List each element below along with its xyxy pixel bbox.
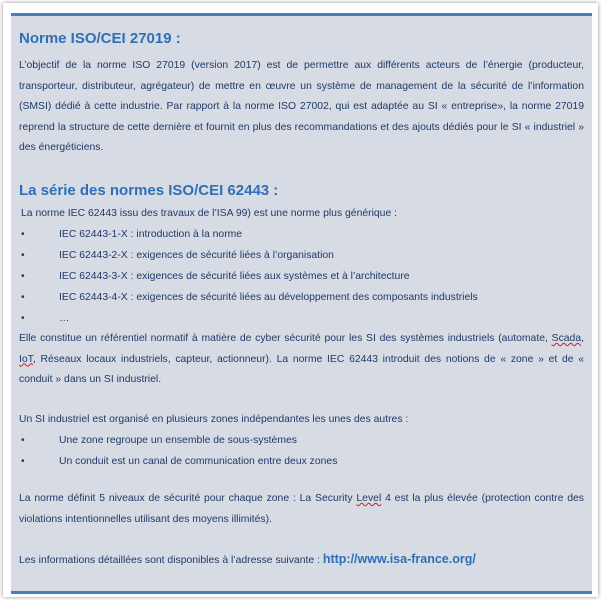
list-item: • IEC 62443-4-X : exigences de sécurité liées au développement des composants industriels <box>19 287 584 308</box>
bullet-icon: • <box>21 313 25 324</box>
intro-iec62443: La norme IEC 62443 issu des travaux de l’ISA 99) est une norme plus générique : <box>21 207 398 219</box>
paragraph-iso27019: L’objectif de la norme ISO 27019 (version 2017) est de permettre aux différents acteurs de l’énergie (producteur, transporteur, distributeur, agrégateur) de mettre en œuvre un système de management de la sécurité de l’information (SMSI) dédié à cette industrie. Par rapport à la norme ISO 27002, qui est adaptée au SI « entreprise», la norme 27019 reprend la structure de cette dernière et fournit en plus des recommandations et des ajouts dédiés pour le SI « industriel » des énergéticiens. <box>19 60 584 153</box>
spellcheck-word: Level <box>356 493 382 504</box>
document-body <box>19 29 584 572</box>
paragraph-iec62443: Elle constitue un référentiel normatif à matière de cyber sécurité pour les SI des systèmes industriels (automate, Scada, IoT, Réseaux locaux industriels, capteur, actionneur). La norme IEC 62443 introduit des notions de « zone » et de « conduit » dans un SI industriel. <box>19 333 584 385</box>
section-title-iso27019: Norme ISO/CEI 27019 : <box>19 30 181 47</box>
section-title-iec62443: La série des normes ISO/CEI 62443 : <box>19 181 279 199</box>
zones-list <box>19 430 584 472</box>
bullet-icon: • <box>21 292 25 303</box>
list-item: • IEC 62443-2-X : exigences de sécurité liées à l’organisation <box>19 245 584 266</box>
isa-france-link[interactable]: http://www.isa-france.org/ <box>322 552 476 566</box>
content-panel <box>11 13 592 594</box>
list-item: • … <box>19 308 584 329</box>
document-frame <box>3 3 598 597</box>
list-item: • IEC 62443-1-X : introduction à la norme <box>19 224 584 245</box>
bullet-icon: • <box>21 271 25 282</box>
security-levels-paragraph: La norme définit 5 niveaux de sécurité pour chaque zone : La Security Level 4 est la plus élevée (protection contre des violations intentionnelles utilisant des moyens illimités). <box>19 493 584 525</box>
spellcheck-word: Scada <box>551 333 582 344</box>
list-item: • Un conduit est un canal de communication entre deux zones <box>19 451 584 472</box>
list-item: • Une zone regroupe un ensemble de sous-systèmes <box>19 430 584 451</box>
iec62443-parts-list <box>19 224 584 329</box>
spellcheck-word: IoT <box>19 353 33 365</box>
info-line: Les informations détaillées sont disponibles à l’adresse suivante : http://www.isa-france.org/ <box>19 552 476 566</box>
bullet-icon: • <box>21 229 25 240</box>
bullet-icon: • <box>21 456 25 467</box>
bullet-icon: • <box>21 435 25 446</box>
zones-intro: Un SI industriel est organisé en plusieurs zones indépendantes les unes des autres : <box>19 413 409 425</box>
list-item: • IEC 62443-3-X : exigences de sécurité liées aux systèmes et à l’architecture <box>19 266 584 287</box>
bullet-icon: • <box>21 250 25 261</box>
